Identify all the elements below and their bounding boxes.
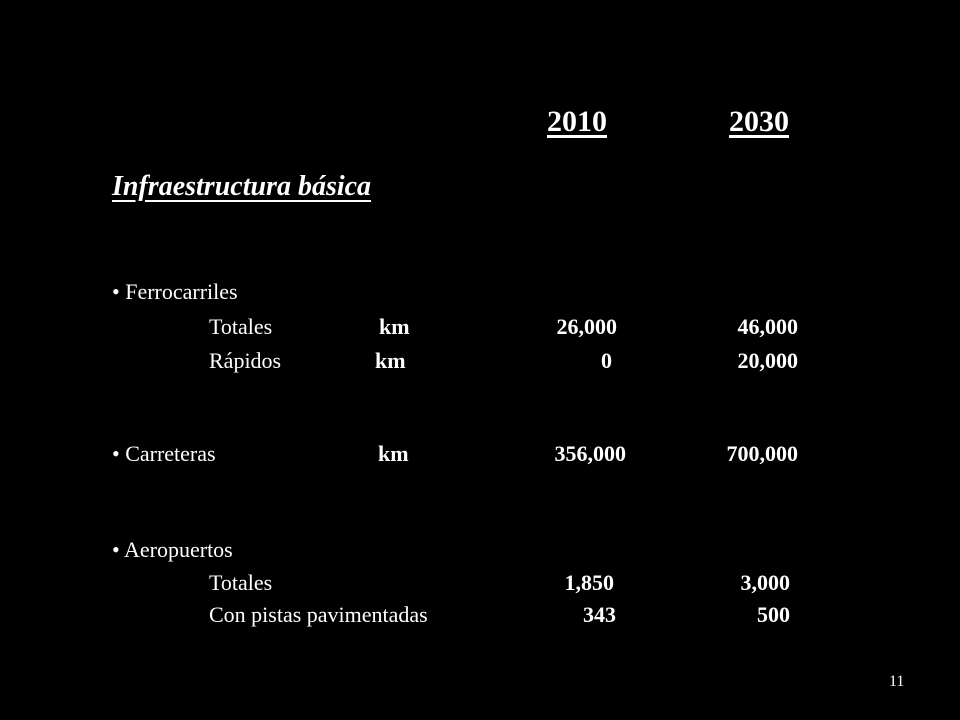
ferrocarriles-rapidos-unit: km [375,348,406,373]
aeropuertos-pavimentadas-label: Con pistas pavimentadas [209,602,428,627]
carreteras-heading [112,443,216,465]
section-title: Infraestructura básica [112,171,372,202]
ferrocarriles-heading [112,281,238,303]
aeropuertos-pavimentadas-2010: 343 [583,602,616,627]
aeropuertos-pavimentadas-2030: 500 [757,602,790,627]
year-2010-header: 2010 [547,105,607,138]
bullet-icon: • [112,441,120,466]
carreteras-2030: 700,000 [726,441,798,466]
bullet-icon: • [112,537,120,562]
aeropuertos-totales-label: Totales [209,570,273,595]
carreteras-2010: 356,000 [554,441,626,466]
ferrocarriles-totales-2010: 26,000 [556,314,617,339]
year-2030-header: 2030 [729,105,789,138]
aeropuertos-totales-2030: 3,000 [740,570,790,595]
ferrocarriles-totales-2030: 46,000 [737,314,798,339]
ferrocarriles-rapidos-2030: 20,000 [737,348,798,373]
ferrocarriles-totales-unit: km [379,314,410,339]
carreteras-label: Carreteras [125,441,216,466]
ferrocarriles-rapidos-2010: 0 [601,348,612,373]
slide-number: 11 [889,673,905,690]
ferrocarriles-rapidos-label: Rápidos [209,348,282,373]
ferrocarriles-totales-label: Totales [209,314,273,339]
carreteras-unit: km [378,441,409,466]
bullet-icon: • [112,279,120,304]
aeropuertos-heading [112,539,233,561]
aeropuertos-label: Aeropuertos [124,537,233,562]
ferrocarriles-label: Ferrocarriles [125,279,238,304]
aeropuertos-totales-2010: 1,850 [564,570,614,595]
